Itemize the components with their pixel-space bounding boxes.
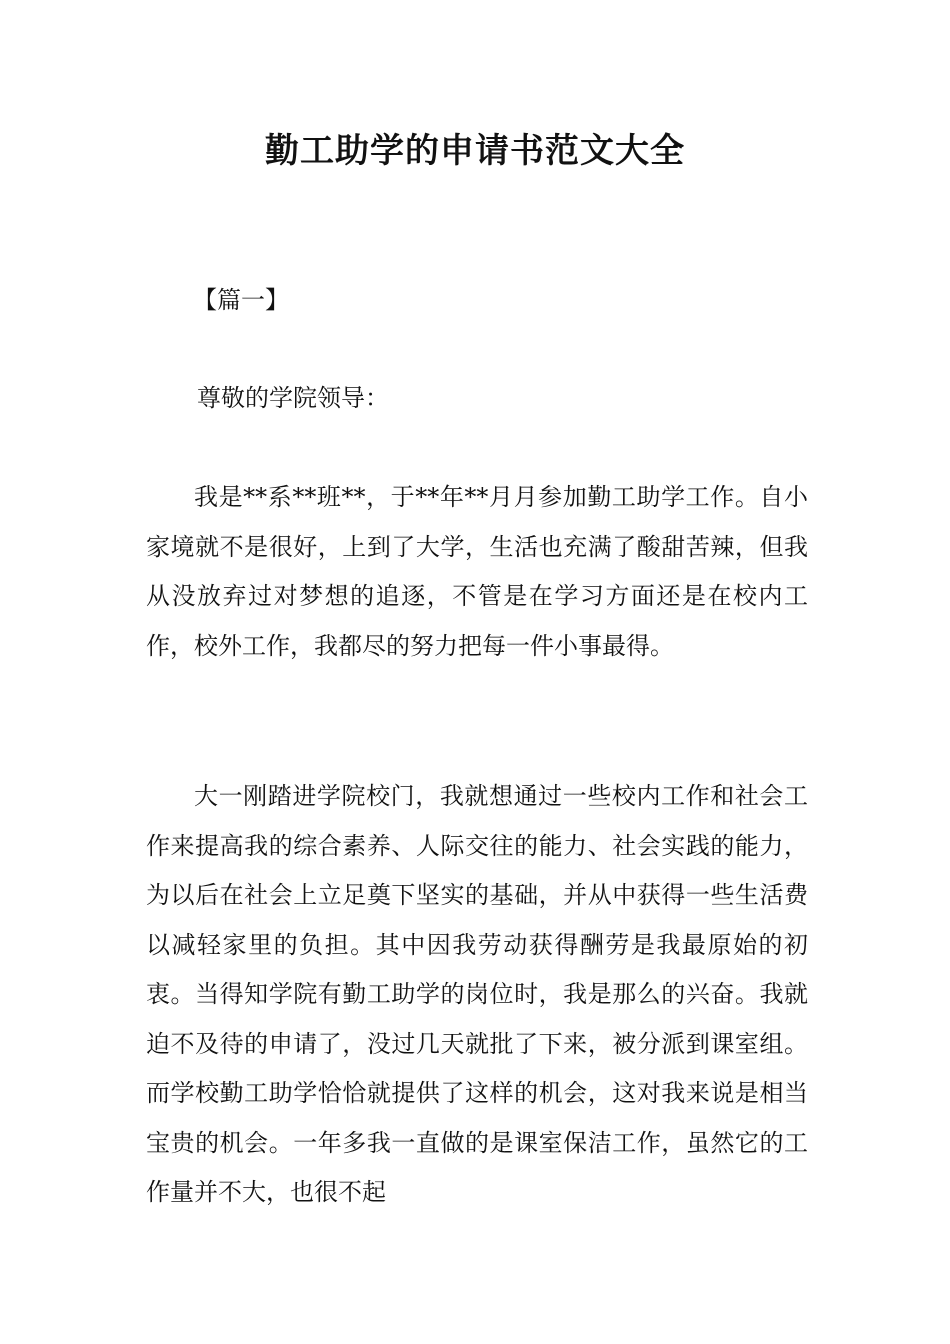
body-paragraph: 大一刚踏进学院校门，我就想通过一些校内工作和社会工作来提高我的综合素养、人际交往的能力、社会实践的能力，为以后在社会上立足奠下坚实的基础，并从中获得一些生活费以减轻家里的负担。其中因我劳动获得酬劳是我最原始的初衷。当得知学院有勤工助学的岗位时，我是那么的兴奋。我就迫不及待的申请了，没过几天就批了下来，被分派到课室组。而学校勤工助学恰恰就提供了这样的机会，这对我来说是相当宝贵的机会。一年多我一直做的是课室保洁工作，虽然它的工作量并不大，也很不起: [146, 782, 808, 1206]
salutation: 尊敬的学院领导：: [197, 384, 389, 412]
document-title: 勤工助学的申请书范文大全: [265, 131, 685, 171]
section-label: 【篇一】: [193, 286, 289, 314]
body-paragraph: 我是**系**班**，于**年**月月参加勤工助学工作。自小家境就不是很好，上到了大学，生活也充满了酸甜苦辣，但我从没放弃过对梦想的追逐，不管是在学习方面还是在校内工作，校外工作，我都尽的努力把每一件小事最得。: [146, 483, 808, 660]
